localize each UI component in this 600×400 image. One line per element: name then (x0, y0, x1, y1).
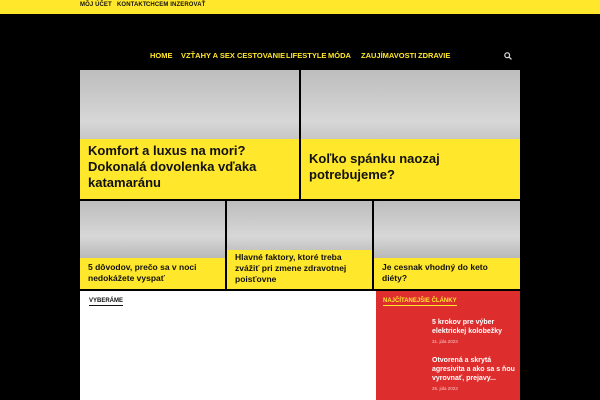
nav-item-travel[interactable]: CESTOVANIE (237, 51, 286, 60)
picks-section (80, 291, 376, 400)
popular-article[interactable] (432, 318, 516, 344)
nav-item-lifestyle[interactable]: LIFESTYLE (286, 51, 327, 60)
contact-link[interactable]: KONTAKT (117, 2, 147, 8)
section-heading: VYBERÁME (89, 298, 124, 304)
article-title[interactable]: Otvorená a skrytá agresivita a ako sa s ňou vyrovnať, prejavy... (432, 357, 515, 382)
popular-article[interactable] (432, 356, 516, 391)
nav-item-curiosities[interactable]: ZAUJÍMAVOSTI (361, 51, 417, 60)
advertise-link[interactable]: CHCEM INZEROVAŤ (146, 2, 206, 8)
top-bar (0, 0, 600, 14)
featured-title[interactable]: Je cesnak vhodný do keto diéty? (374, 258, 520, 289)
section-heading: NAJČÍTANEJŠIE ČLÁNKY (383, 298, 457, 304)
featured-card[interactable] (374, 201, 520, 289)
article-date: 25. júla 2023 (432, 386, 458, 391)
search-icon[interactable] (504, 52, 512, 60)
featured-title[interactable]: 5 dôvodov, prečo sa v noci nedokážete vyspať (80, 258, 225, 289)
featured-title[interactable]: Koľko spánku naozaj potrebujeme? (301, 139, 520, 199)
nav-item-relationships[interactable]: VZŤAHY A SEX (181, 51, 235, 60)
featured-title[interactable]: Komfort a luxus na mori? Dokonalá dovolenka vďaka katamaránu (80, 139, 299, 199)
nav-item-health[interactable]: ZDRAVIE (418, 51, 451, 60)
nav-item-fashion[interactable]: MÓDA (328, 51, 351, 60)
featured-card[interactable] (80, 70, 299, 199)
featured-title[interactable]: Hlavné faktory, ktoré treba zvážiť pri zmene zdravotnej poisťovne (227, 250, 372, 289)
article-title[interactable]: 5 krokov pre výber elektrickej kolobežky (432, 319, 503, 335)
featured-card[interactable] (80, 201, 225, 289)
article-date: 31. júla 2023 (432, 339, 458, 344)
featured-card[interactable] (227, 201, 372, 289)
featured-card[interactable] (301, 70, 520, 199)
nav-item-home[interactable]: HOME (150, 51, 173, 60)
my-account-link[interactable]: MÔJ ÚČET (80, 2, 112, 8)
